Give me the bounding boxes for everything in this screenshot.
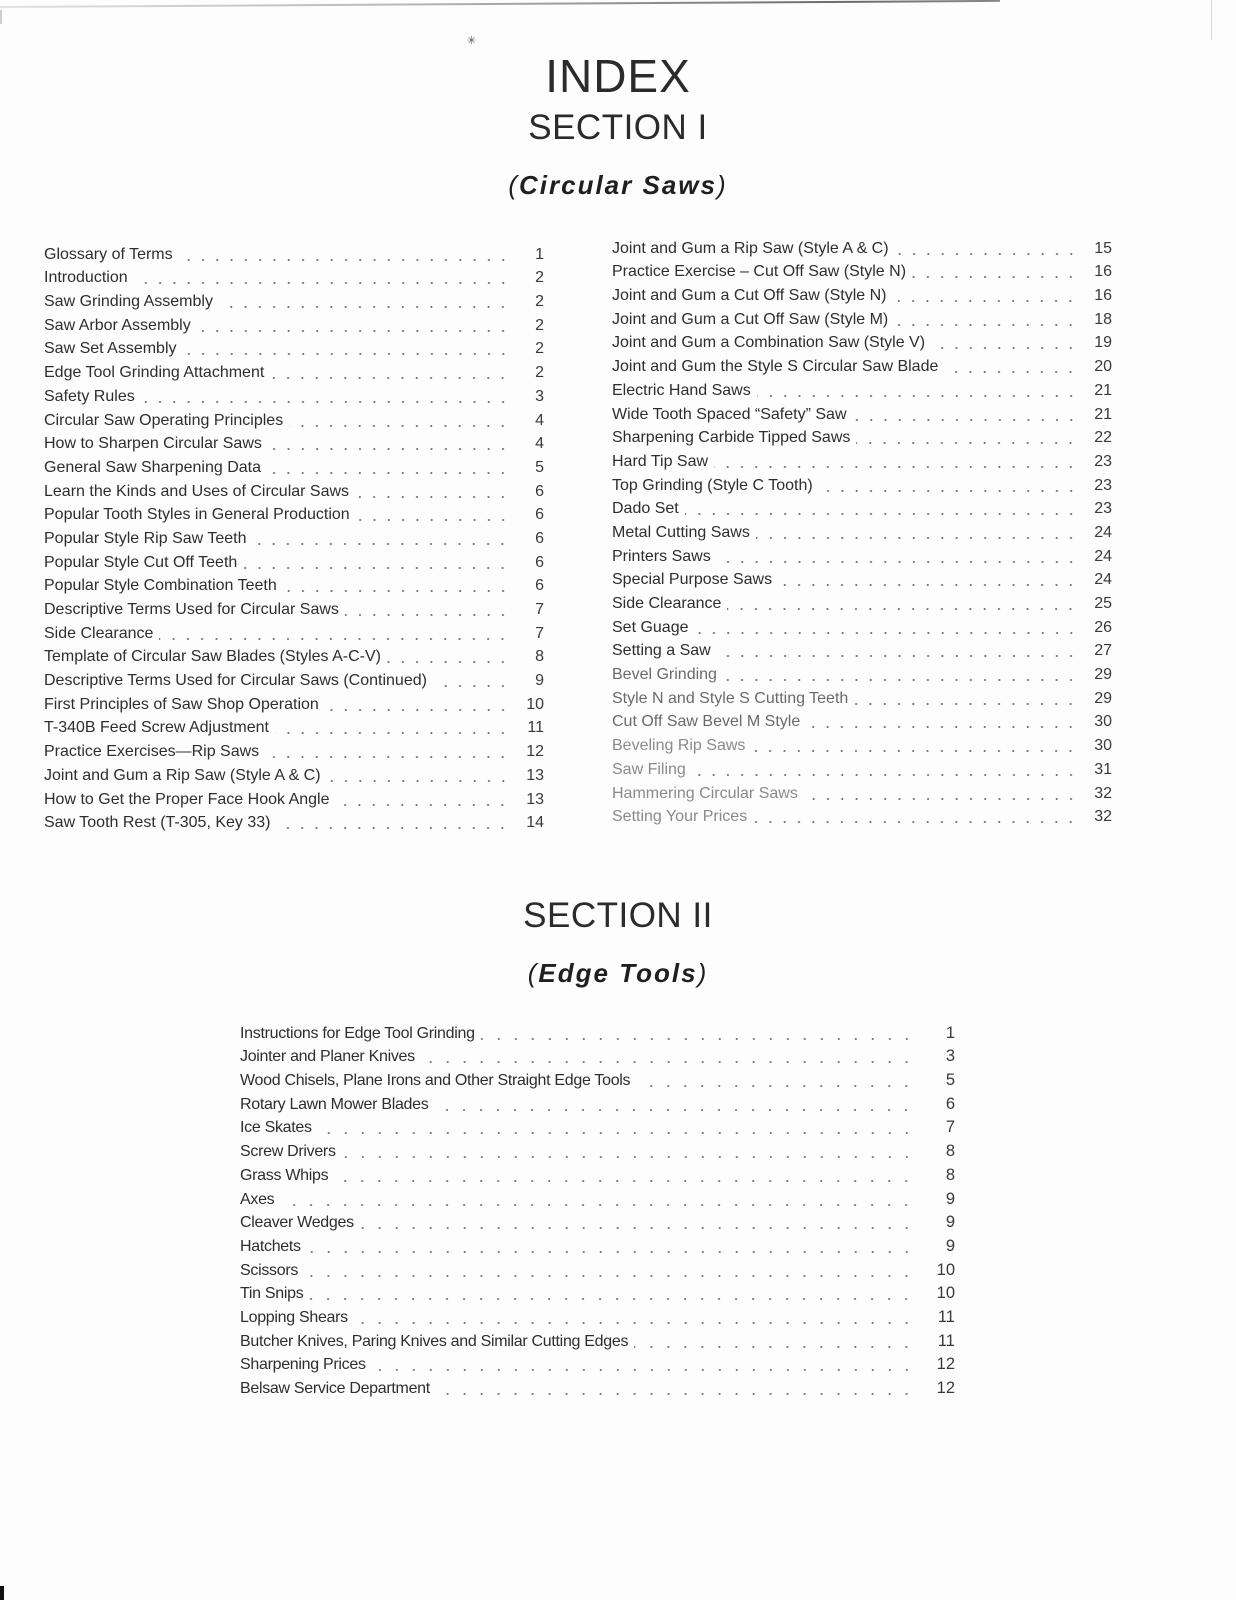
dot-leader <box>894 311 1078 327</box>
dot-leader <box>695 619 1079 635</box>
toc-entry-title: Jointer and Planer Knives <box>240 1048 421 1066</box>
section-1-right-column <box>612 234 1112 826</box>
toc-entry-page-number: 3 <box>945 1047 955 1066</box>
toc-entry-page-number: 8 <box>535 648 544 666</box>
dot-leader <box>360 1214 915 1230</box>
toc-entry-title: Joint and Gum the Style S Circular Saw Blade <box>612 358 944 376</box>
dot-leader <box>134 269 510 285</box>
toc-entry <box>44 595 544 619</box>
dot-leader <box>751 737 1078 753</box>
toc-entry <box>240 1161 955 1185</box>
toc-entry <box>612 660 1112 684</box>
toc-entry-page-number: 22 <box>1094 429 1112 447</box>
toc-entry-title: Special Purpose Saws <box>612 571 778 589</box>
dot-leader <box>819 477 1078 493</box>
toc-entry-page-number: 18 <box>1094 310 1112 328</box>
toc-entry <box>612 495 1112 519</box>
dot-leader <box>912 263 1078 279</box>
section-1-subtitle-text: Circular Saws <box>519 170 717 200</box>
toc-entry-title: Ice Skates <box>240 1119 318 1137</box>
section-1-subtitle <box>0 170 1236 201</box>
dot-leader <box>304 1262 915 1278</box>
toc-entry-title: T-340B Feed Screw Adjustment <box>44 719 275 737</box>
dot-leader <box>334 1167 915 1183</box>
toc-entry-title: Hard Tip Saw <box>612 453 714 471</box>
toc-entry <box>44 761 544 785</box>
dot-leader <box>421 1048 915 1064</box>
toc-entry-title: Belsaw Service Department <box>240 1380 436 1398</box>
dot-leader <box>372 1356 915 1372</box>
dot-leader <box>280 1191 915 1207</box>
dot-leader <box>265 743 510 759</box>
toc-entry-page-number: 2 <box>535 364 544 382</box>
toc-entry <box>612 518 1112 542</box>
toc-entry-page-number: 14 <box>526 814 544 832</box>
dot-leader <box>270 364 510 380</box>
toc-entry <box>44 287 544 311</box>
toc-entry-page-number: 10 <box>936 1284 955 1303</box>
toc-entry-title: Tin Snips <box>240 1285 309 1303</box>
dot-leader <box>434 1096 915 1112</box>
toc-entry-title: Sharpening Carbide Tipped Saws <box>612 429 856 447</box>
dot-leader <box>325 696 510 712</box>
toc-entry <box>44 406 544 430</box>
toc-entry-page-number: 8 <box>945 1165 955 1184</box>
dot-leader <box>634 1333 915 1349</box>
toc-entry <box>44 643 544 667</box>
toc-entry-title: Edge Tool Grinding Attachment <box>44 364 270 382</box>
toc-entry-title: Joint and Gum a Combination Saw (Style V) <box>612 334 931 352</box>
toc-entry-title: Saw Grinding Assembly <box>44 293 219 311</box>
scan-speck-icon: ✳ <box>467 35 477 47</box>
toc-entry-page-number: 21 <box>1094 405 1112 423</box>
toc-entry <box>240 1137 955 1161</box>
toc-entry <box>612 471 1112 495</box>
toc-entry <box>44 453 544 477</box>
toc-entry-title: Side Clearance <box>612 595 727 613</box>
scan-edge-mark <box>0 1586 4 1600</box>
dot-leader <box>141 388 510 404</box>
toc-entry-page-number: 7 <box>945 1118 955 1137</box>
toc-entry <box>44 572 544 596</box>
dot-leader <box>804 785 1078 801</box>
dot-leader <box>854 690 1078 706</box>
toc-entry <box>240 1090 955 1114</box>
toc-entry-title: Glossary of Terms <box>44 246 179 264</box>
toc-entry <box>612 424 1112 448</box>
toc-entry-page-number: 23 <box>1094 500 1112 518</box>
toc-entry-page-number: 11 <box>937 1331 955 1350</box>
toc-entry-page-number: 6 <box>535 553 544 571</box>
toc-entry <box>44 548 544 572</box>
dot-leader <box>387 648 510 664</box>
dot-leader <box>342 1143 915 1159</box>
dot-leader <box>335 791 510 807</box>
dot-leader <box>276 814 510 830</box>
toc-entry <box>240 1185 955 1209</box>
toc-entry <box>44 619 544 643</box>
toc-entry-page-number: 32 <box>1094 784 1112 802</box>
toc-entry-title: Circular Saw Operating Principles <box>44 412 289 430</box>
toc-entry-title: Scissors <box>240 1262 304 1280</box>
dot-leader <box>892 287 1078 303</box>
toc-entry-page-number: 4 <box>535 435 544 453</box>
toc-entry-title: Printers Saws <box>612 548 717 566</box>
toc-entry-title: Top Grinding (Style C Tooth) <box>612 477 819 495</box>
toc-entry <box>44 501 544 525</box>
dot-leader <box>717 548 1078 564</box>
dot-leader <box>723 666 1078 682</box>
toc-entry-page-number: 12 <box>936 1355 955 1374</box>
dot-leader <box>856 429 1078 445</box>
toc-entry-title: Popular Style Cut Off Teeth <box>44 554 243 572</box>
toc-entry-page-number: 6 <box>535 529 544 547</box>
toc-entry-title: Setting Your Prices <box>612 808 753 826</box>
close-paren: ) <box>697 958 709 988</box>
page-corner-mark <box>0 10 2 24</box>
toc-entry <box>612 258 1112 282</box>
toc-entry <box>240 1043 955 1067</box>
toc-entry-page-number: 24 <box>1094 523 1112 541</box>
dot-leader <box>252 530 510 546</box>
toc-entry <box>612 566 1112 590</box>
toc-entry-title: How to Get the Proper Face Hook Angle <box>44 791 335 809</box>
toc-entry-page-number: 10 <box>526 695 544 713</box>
toc-entry <box>44 690 544 714</box>
toc-entry <box>612 684 1112 708</box>
toc-entry <box>44 477 544 501</box>
toc-entry <box>612 779 1112 803</box>
toc-entry <box>44 524 544 548</box>
toc-entry-page-number: 16 <box>1094 287 1112 305</box>
toc-entry <box>612 305 1112 329</box>
dot-leader <box>159 625 510 641</box>
toc-entry-title: Beveling Rip Saws <box>612 737 751 755</box>
dot-leader <box>685 500 1078 516</box>
toc-entry-title: Descriptive Terms Used for Circular Saws (Continued) <box>44 672 433 690</box>
dot-leader <box>753 808 1078 824</box>
toc-entry-title: Electric Hand Saws <box>612 382 757 400</box>
toc-entry-page-number: 27 <box>1094 642 1112 660</box>
toc-entry-page-number: 13 <box>526 766 544 784</box>
dot-leader <box>931 334 1078 350</box>
toc-entry-title: Metal Cutting Saws <box>612 524 756 542</box>
toc-entry-page-number: 2 <box>535 316 544 334</box>
toc-entry-title: First Principles of Saw Shop Operation <box>44 696 325 714</box>
toc-entry-title: Saw Filing <box>612 761 692 779</box>
toc-entry-page-number: 7 <box>535 624 544 642</box>
toc-entry-title: Safety Rules <box>44 388 141 406</box>
toc-entry-page-number: 7 <box>535 601 544 618</box>
dot-leader <box>243 554 510 570</box>
toc-entry-title: Practice Exercises—Rip Saws <box>44 743 265 761</box>
dot-leader <box>356 506 510 522</box>
toc-entry <box>240 1066 955 1090</box>
page-right-edge <box>1211 0 1212 40</box>
dot-leader <box>806 713 1078 729</box>
toc-entry-page-number: 5 <box>535 458 544 476</box>
toc-entry <box>612 803 1112 827</box>
dot-leader <box>197 317 510 333</box>
toc-entry-page-number: 5 <box>945 1071 955 1090</box>
toc-entry <box>240 1374 955 1398</box>
toc-entry-title: Saw Tooth Rest (T-305, Key 33) <box>44 814 276 832</box>
toc-entry-page-number: 30 <box>1094 737 1112 755</box>
toc-entry <box>44 264 544 288</box>
dot-leader <box>636 1072 915 1088</box>
dot-leader <box>433 672 510 688</box>
toc-entry-title: Setting a Saw <box>612 642 717 660</box>
section-2-subtitle <box>0 958 1236 989</box>
toc-entry-page-number: 29 <box>1094 666 1112 684</box>
toc-entry <box>612 234 1112 258</box>
toc-entry <box>240 1019 955 1043</box>
toc-entry-page-number: 1 <box>945 1023 955 1042</box>
toc-entry-title: Sharpening Prices <box>240 1356 372 1374</box>
toc-entry-page-number: 31 <box>1094 760 1112 778</box>
toc-entry-title: Popular Tooth Styles in General Production <box>44 506 356 524</box>
toc-entry <box>612 589 1112 613</box>
toc-entry <box>612 329 1112 353</box>
toc-entry <box>240 1303 955 1327</box>
dot-leader <box>778 571 1078 587</box>
dot-leader <box>267 459 510 475</box>
toc-entry-page-number: 25 <box>1094 595 1112 612</box>
toc-entry-page-number: 12 <box>936 1379 955 1397</box>
toc-entry <box>240 1280 955 1304</box>
dot-leader <box>714 453 1078 469</box>
toc-entry-title: How to Sharpen Circular Saws <box>44 435 268 453</box>
dot-leader <box>307 1238 915 1254</box>
toc-entry-page-number: 13 <box>526 790 544 808</box>
section-2-heading: SECTION II <box>523 896 713 935</box>
toc-entry-page-number: 9 <box>945 1236 955 1255</box>
toc-entry-page-number: 6 <box>535 577 544 595</box>
toc-entry <box>44 430 544 454</box>
dot-leader <box>355 483 510 499</box>
dot-leader <box>944 358 1078 374</box>
dot-leader <box>309 1285 915 1301</box>
dot-leader <box>179 246 510 262</box>
toc-entry-page-number: 1 <box>535 245 544 263</box>
dot-leader <box>318 1119 915 1135</box>
toc-entry-page-number: 23 <box>1094 452 1112 470</box>
toc-entry-title: Cleaver Wedges <box>240 1214 360 1232</box>
toc-entry-title: Lopping Shears <box>240 1309 354 1327</box>
toc-entry-title: Instructions for Edge Tool Grinding <box>240 1025 481 1043</box>
toc-entry-page-number: 24 <box>1094 547 1112 565</box>
toc-entry-title: Hammering Circular Saws <box>612 785 804 803</box>
toc-entry-title: Style N and Style S Cutting Teeth <box>612 690 854 708</box>
toc-entry-page-number: 12 <box>526 743 544 761</box>
dot-leader <box>275 719 510 735</box>
toc-entry <box>44 382 544 406</box>
page-top-edge <box>0 0 1000 8</box>
toc-entry <box>44 714 544 738</box>
toc-entry-title: Rotary Lawn Mower Blades <box>240 1096 434 1114</box>
toc-entry <box>612 447 1112 471</box>
toc-entry-page-number: 8 <box>945 1142 955 1161</box>
toc-entry <box>240 1232 955 1256</box>
toc-entry-page-number: 24 <box>1094 571 1112 589</box>
toc-entry-title: Joint and Gum a Cut Off Saw (Style M) <box>612 311 894 329</box>
section-1-heading: SECTION I <box>528 108 708 147</box>
toc-entry-title: Grass Whips <box>240 1167 334 1185</box>
toc-entry-page-number: 3 <box>535 387 544 405</box>
toc-entry-title: Saw Arbor Assembly <box>44 317 197 335</box>
dot-leader <box>183 340 511 356</box>
toc-entry-page-number: 11 <box>527 719 544 737</box>
toc-entry <box>44 785 544 809</box>
toc-entry-title: Popular Style Rip Saw Teeth <box>44 530 252 548</box>
section-2-subtitle-text: Edge Tools <box>538 958 698 988</box>
toc-entry-page-number: 6 <box>535 482 544 500</box>
toc-entry-title: Saw Set Assembly <box>44 340 183 358</box>
toc-entry <box>612 352 1112 376</box>
toc-entry-title: Wood Chisels, Plane Irons and Other Straight Edge Tools <box>240 1072 636 1090</box>
toc-entry-title: Dado Set <box>612 500 685 518</box>
toc-entry-page-number: 20 <box>1094 358 1112 376</box>
toc-entry-page-number: 32 <box>1094 808 1112 826</box>
dot-leader <box>354 1309 915 1325</box>
toc-entry-page-number: 6 <box>535 506 544 524</box>
toc-entry <box>44 737 544 761</box>
toc-entry <box>44 358 544 382</box>
toc-entry <box>612 542 1112 566</box>
dot-leader <box>692 761 1078 777</box>
toc-entry-page-number: 19 <box>1094 334 1112 352</box>
toc-entry-title: General Saw Sharpening Data <box>44 459 267 477</box>
open-paren: ( <box>508 170 519 200</box>
section-2-column <box>240 1019 955 1398</box>
dot-leader <box>481 1025 915 1041</box>
dot-leader <box>853 406 1079 422</box>
toc-entry-title: Popular Style Combination Teeth <box>44 577 283 595</box>
toc-entry-title: Side Clearance <box>44 625 159 643</box>
toc-entry <box>612 376 1112 400</box>
toc-entry <box>612 613 1112 637</box>
toc-entry-page-number: 11 <box>937 1307 955 1326</box>
toc-entry-page-number: 26 <box>1094 618 1112 636</box>
dot-leader <box>727 595 1078 611</box>
toc-entry <box>240 1327 955 1351</box>
toc-entry-title: Template of Circular Saw Blades (Styles A-C-V) <box>44 648 387 666</box>
toc-entry-page-number: 29 <box>1094 689 1112 707</box>
toc-entry-page-number: 2 <box>535 293 544 311</box>
toc-entry-page-number: 16 <box>1094 263 1112 281</box>
toc-entry-page-number: 10 <box>936 1260 955 1279</box>
toc-entry-title: Hatchets <box>240 1238 307 1256</box>
toc-entry-page-number: 9 <box>945 1213 955 1232</box>
toc-entry-page-number: 15 <box>1094 239 1112 257</box>
dot-leader <box>268 435 510 451</box>
dot-leader <box>895 240 1078 256</box>
toc-entry <box>612 708 1112 732</box>
toc-entry-title: Joint and Gum a Cut Off Saw (Style N) <box>612 287 892 305</box>
toc-entry-title: Screw Drivers <box>240 1143 342 1161</box>
dot-leader <box>436 1380 915 1396</box>
toc-entry-title: Bevel Grinding <box>612 666 723 684</box>
dot-leader <box>283 577 510 593</box>
toc-entry-page-number: 30 <box>1094 713 1112 731</box>
toc-entry-page-number: 21 <box>1094 381 1112 399</box>
dot-leader <box>717 642 1078 658</box>
dot-leader <box>327 767 510 783</box>
toc-entry <box>44 809 544 833</box>
toc-entry-title: Set Guage <box>612 619 695 637</box>
toc-entry-title: Wide Tooth Spaced “Safety” Saw <box>612 406 853 424</box>
dot-leader <box>756 524 1078 540</box>
toc-entry <box>44 666 544 690</box>
toc-entry-page-number: 6 <box>945 1094 955 1113</box>
toc-entry-title: Axes <box>240 1191 280 1209</box>
toc-entry <box>240 1351 955 1375</box>
toc-entry <box>612 637 1112 661</box>
toc-entry <box>240 1114 955 1138</box>
toc-entry-page-number: 9 <box>535 672 544 690</box>
toc-entry <box>240 1209 955 1233</box>
page-title: INDEX <box>545 49 691 102</box>
toc-entry <box>44 335 544 359</box>
toc-entry-title: Joint and Gum a Rip Saw (Style A & C) <box>44 767 327 785</box>
section-1-left-column <box>44 240 544 832</box>
toc-entry <box>240 1256 955 1280</box>
toc-entry-page-number: 2 <box>535 340 544 358</box>
toc-entry-title: Introduction <box>44 269 134 287</box>
toc-entry <box>44 311 544 335</box>
toc-entry <box>44 240 544 264</box>
toc-entry-page-number: 2 <box>535 269 544 287</box>
toc-entry-page-number: 23 <box>1094 476 1112 494</box>
toc-entry-title: Learn the Kinds and Uses of Circular Saws <box>44 483 355 501</box>
close-paren: ) <box>716 170 728 200</box>
dot-leader <box>757 382 1078 398</box>
dot-leader <box>219 293 510 309</box>
toc-entry-page-number: 9 <box>945 1189 955 1208</box>
toc-entry <box>612 755 1112 779</box>
toc-entry <box>612 400 1112 424</box>
dot-leader <box>289 412 510 428</box>
toc-entry <box>612 281 1112 305</box>
open-paren: ( <box>527 958 539 988</box>
toc-entry <box>612 731 1112 755</box>
toc-entry-page-number: 4 <box>535 411 544 429</box>
toc-entry-title: Practice Exercise – Cut Off Saw (Style N) <box>612 263 912 281</box>
toc-entry-title: Joint and Gum a Rip Saw (Style A & C) <box>612 240 895 258</box>
toc-entry-title: Descriptive Terms Used for Circular Saws <box>44 601 345 619</box>
toc-entry-title: Cut Off Saw Bevel M Style <box>612 713 806 731</box>
toc-entry-title: Butcher Knives, Paring Knives and Similar Cutting Edges <box>240 1333 634 1351</box>
dot-leader <box>345 601 510 617</box>
